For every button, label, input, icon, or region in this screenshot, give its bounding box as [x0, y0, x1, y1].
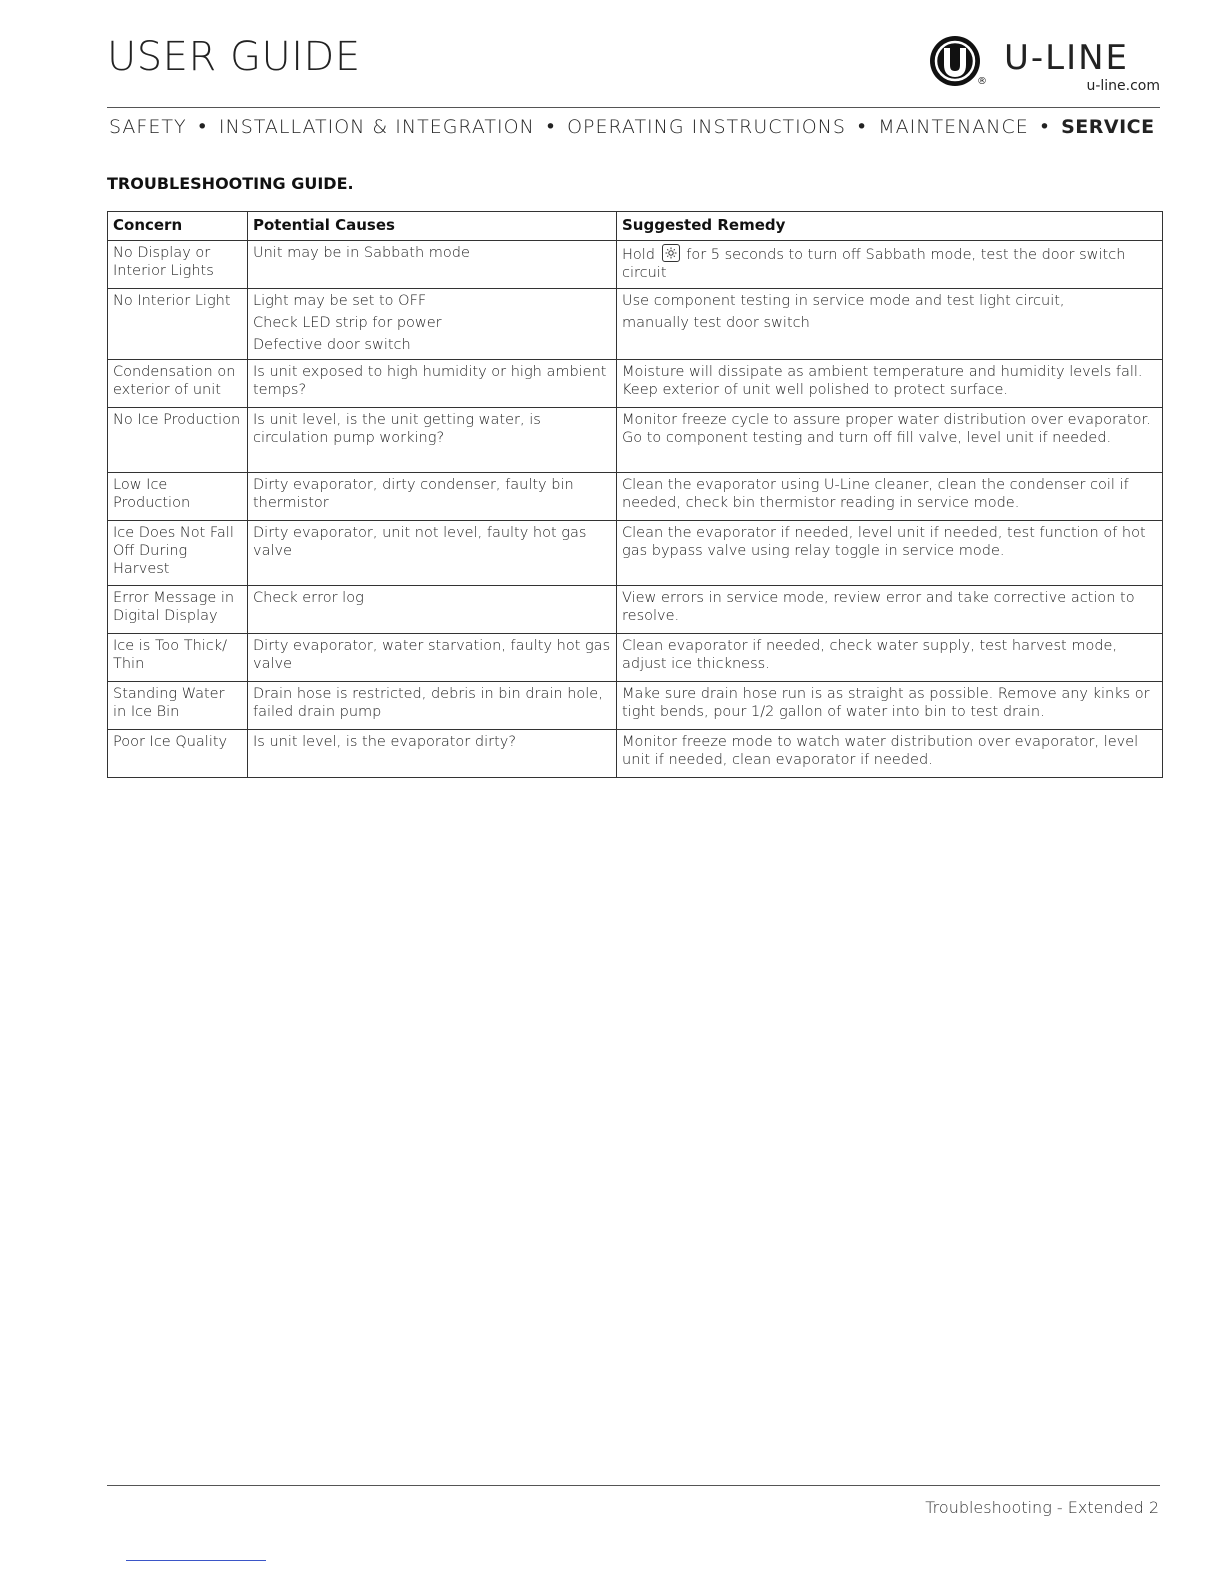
causes-cell: Is unit level, is the unit getting water, is circulation pump working? [248, 408, 617, 473]
remedy-text: Use component testing in service mode and test light circuit, [622, 293, 1065, 309]
causes-cell: Is unit exposed to high humidity or high ambient temps? [248, 360, 617, 408]
nav-separator: • [1038, 116, 1052, 138]
brand-wordmark: U-LINE [1004, 38, 1130, 78]
cause-text: Unit may be in Sabbath mode [253, 245, 470, 261]
table-row [108, 682, 1163, 730]
sabbath-icon [662, 244, 680, 262]
column-header-remedy: Suggested Remedy [617, 212, 1163, 241]
nav-item-installation[interactable]: INSTALLATION & INTEGRATION [218, 116, 535, 138]
remedy-text: for 5 seconds to turn off Sabbath mode, test the door switch circuit [622, 247, 1126, 281]
nav-separator: • [196, 116, 209, 138]
concern-cell: Condensation on exterior of unit [108, 360, 248, 408]
remedy-cell [617, 289, 1163, 360]
nav-item-safety[interactable]: SAFETY [109, 116, 187, 138]
cause-text: Light may be set to OFF [253, 293, 427, 309]
section-nav [109, 116, 1159, 138]
table-row [108, 473, 1163, 521]
table-row [108, 360, 1163, 408]
causes-cell [248, 289, 617, 360]
remedy-cell: Clean the evaporator if needed, level unit if needed, test function of hot gas bypass valve using relay toggle in service mode. [617, 521, 1163, 586]
concern-cell: Standing Water in Ice Bin [108, 682, 248, 730]
column-header-concern: Concern [108, 212, 248, 241]
cause-text: Check LED strip for power [253, 315, 442, 331]
registered-mark: ® [977, 76, 987, 87]
table-row [108, 408, 1163, 473]
causes-cell: Dirty evaporator, unit not level, faulty hot gas valve [248, 521, 617, 586]
remedy-cell [617, 241, 1163, 289]
remedy-text: manually test door switch [622, 315, 810, 331]
causes-cell: Dirty evaporator, water starvation, faulty hot gas valve [248, 634, 617, 682]
remedy-cell: Monitor freeze mode to watch water distribution over evaporator, level unit if needed, clean evaporator if needed. [617, 730, 1163, 778]
remedy-cell: Clean evaporator if needed, check water supply, test harvest mode, adjust ice thickness. [617, 634, 1163, 682]
table-row [108, 730, 1163, 778]
causes-cell [248, 241, 617, 289]
concern-cell: Error Message in Digital Display [108, 586, 248, 634]
document-title: USER GUIDE [107, 34, 361, 80]
column-header-causes: Potential Causes [248, 212, 617, 241]
nav-item-operating[interactable]: OPERATING INSTRUCTIONS [567, 116, 846, 138]
table-row [108, 289, 1163, 360]
table-row [108, 634, 1163, 682]
table-row [108, 521, 1163, 586]
footer-divider [107, 1485, 1160, 1486]
concern-cell: Poor Ice Quality [108, 730, 248, 778]
remedy-cell: Monitor freeze cycle to assure proper water distribution over evaporator. Go to component testing and turn off fill valve, level unit if needed. [617, 408, 1163, 473]
remedy-cell: View errors in service mode, review error and take corrective action to resolve. [617, 586, 1163, 634]
table-header-row [108, 212, 1163, 241]
concern-cell: No Interior Light [108, 289, 248, 360]
troubleshooting-table [107, 211, 1163, 778]
nav-separator: • [855, 116, 869, 138]
remedy-cell: Make sure drain hose run is as straight as possible. Remove any kinks or tight bends, pour 1/2 gallon of water into bin to test drain. [617, 682, 1163, 730]
page-footer-label: Troubleshooting - Extended 2 [925, 1498, 1159, 1517]
remedy-text: Hold [622, 247, 656, 263]
concern-cell: Ice is Too Thick/ Thin [108, 634, 248, 682]
nav-item-service[interactable]: SERVICE [1061, 116, 1155, 138]
remedy-cell: Moisture will dissipate as ambient temperature and humidity levels fall. Keep exterior of unit well polished to protect surface. [617, 360, 1163, 408]
cause-text: Defective door switch [253, 337, 411, 353]
concern-cell: Low Ice Production [108, 473, 248, 521]
causes-cell: Dirty evaporator, dirty condenser, faulty bin thermistor [248, 473, 617, 521]
brand-logo[interactable] [928, 34, 1160, 96]
nav-separator: • [544, 116, 558, 138]
nav-item-maintenance[interactable]: MAINTENANCE [878, 116, 1029, 138]
brand-url[interactable]: u-line.com [1086, 78, 1160, 94]
causes-cell: Is unit level, is the evaporator dirty? [248, 730, 617, 778]
remedy-cell: Clean the evaporator using U-Line cleaner, clean the condenser coil if needed, check bin thermistor reading in service mode. [617, 473, 1163, 521]
table-row [108, 586, 1163, 634]
link-underline[interactable] [126, 1560, 266, 1561]
section-title: TROUBLESHOOTING GUIDE. [107, 174, 354, 193]
u-line-logo-icon [928, 34, 982, 88]
header-divider [107, 107, 1160, 108]
causes-cell: Drain hose is restricted, debris in bin drain hole, failed drain pump [248, 682, 617, 730]
concern-cell: No Ice Production [108, 408, 248, 473]
causes-cell: Check error log [248, 586, 617, 634]
concern-cell: Ice Does Not Fall Off During Harvest [108, 521, 248, 586]
concern-cell: No Display or Interior Lights [108, 241, 248, 289]
table-row [108, 241, 1163, 289]
